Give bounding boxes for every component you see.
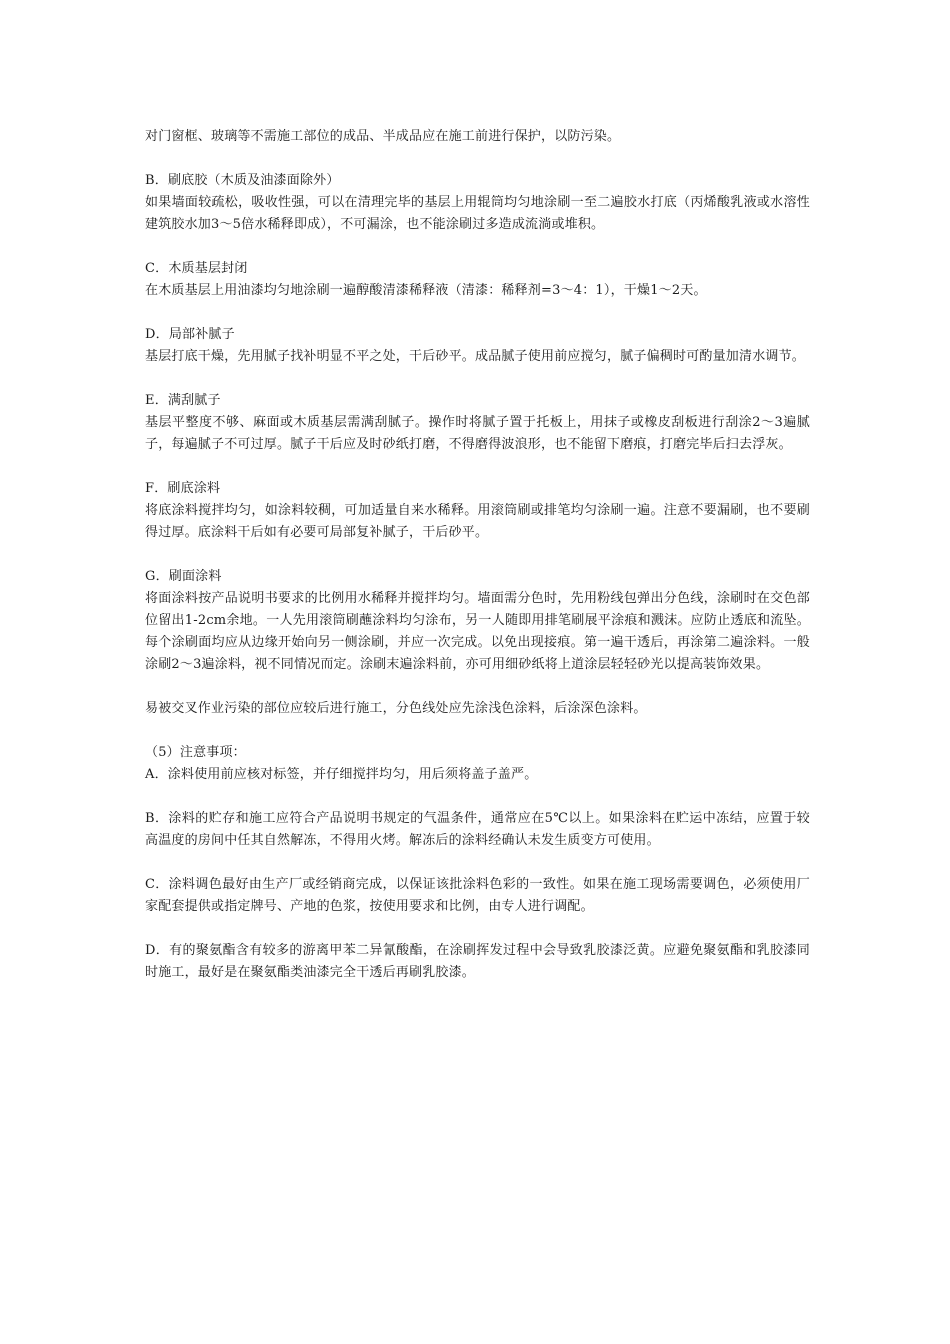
section-f-title: F．刷底涂料 [145,481,221,496]
section-f-body: 将底涂料搅拌均匀，如涂料较稠，可加适量自来水稀释。用滚筒刷或排笔均匀涂刷一遍。注意不要漏刷，也不要刷得过厚。底涂料干后如有必要可局部复补腻子，干后砂平。 [145,503,810,540]
section-d-title: D．局部补腻子 [145,327,235,342]
section-d-body: 基层打底干燥，先用腻子找补明显不平之处，干后砂平。成品腻子使用前应搅匀，腻子偏稠时可酌量加清水调节。 [145,349,806,364]
note-a: A．涂料使用前应核对标签，并仔细搅拌均匀，用后须将盖子盖严。 [145,767,538,782]
note-c: C．涂料调色最好由生产厂或经销商完成，以保证该批涂料色彩的一致性。如果在施工现场需要调色，必须使用厂家配套提供或指定牌号、产地的色浆，按使用要求和比例，由专人进行调配。 [145,877,810,914]
section-c-body: 在木质基层上用油漆均匀地涂刷一遍醇酸清漆稀释液（清漆：稀释剂=3～4：1），干燥1～2天。 [145,283,707,298]
intro-paragraph: 对门窗框、玻璃等不需施工部位的成品、半成品应在施工前进行保护，以防污染。 [145,129,621,144]
section-e-title: E．满刮腻子 [145,393,221,408]
cross-work-note: 易被交叉作业污染的部位应较后进行施工，分色线处应先涂浅色涂料，后涂深色涂料。 [145,701,647,716]
section-e-body: 基层平整度不够、麻面或木质基层需满刮腻子。操作时将腻子置于托板上，用抹子或橡皮刮板进行刮涂2～3遍腻子，每遍腻子不可过厚。腻子干后应及时砂纸打磨，不得磨得波浪形，也不能留下磨痕，打磨完毕后扫去浮灰。 [145,415,810,452]
section-b-title: B．刷底胶（木质及油漆面除外） [145,173,340,188]
note-b: B．涂料的贮存和施工应符合产品说明书规定的气温条件，通常应在5℃以上。如果涂料在贮运中冻结，应置于较高温度的房间中任其自然解冻，不得用火烤。解冻后的涂料经确认未发生质变方可使用。 [145,811,810,848]
note-d: D．有的聚氨酯含有较多的游离甲苯二异氰酸酯，在涂刷挥发过程中会导致乳胶漆泛黄。应避免聚氨酯和乳胶漆同时施工，最好是在聚氨酯类油漆完全干透后再刷乳胶漆。 [145,943,810,980]
section-g-title: G．刷面涂料 [145,569,222,584]
section-g-body: 将面涂料按产品说明书要求的比例用水稀释并搅拌均匀。墙面需分色时，先用粉线包弹出分色线，涂刷时在交色部位留出1-2cm余地。一人先用滚筒刷蘸涂料均匀涂布，另一人随即用排笔刷展平涂痕和溅沫。应防止透底和流坠。每个涂刷面均应从边缘开始向另一侧涂刷，并应一次完成。以免出现接痕。第一遍干透后，再涂第二遍涂料。一般涂刷2～3遍涂料，视不同情况而定。涂刷末遍涂料前，亦可用细砂纸将上道涂层轻轻砂光以提高装饰效果。 [145,591,810,672]
section-c-title: C．木质基层封闭 [145,261,248,276]
section-b-body: 如果墙面较疏松，吸收性强，可以在清理完毕的基层上用辊筒均匀地涂刷一至二遍胶水打底（丙烯酸乳液或水溶性建筑胶水加3～5倍水稀释即成），不可漏涂，也不能涂刷过多造成流淌或堆积。 [145,195,810,232]
notes-heading: （5）注意事项： [145,745,246,760]
document-page [145,126,810,984]
